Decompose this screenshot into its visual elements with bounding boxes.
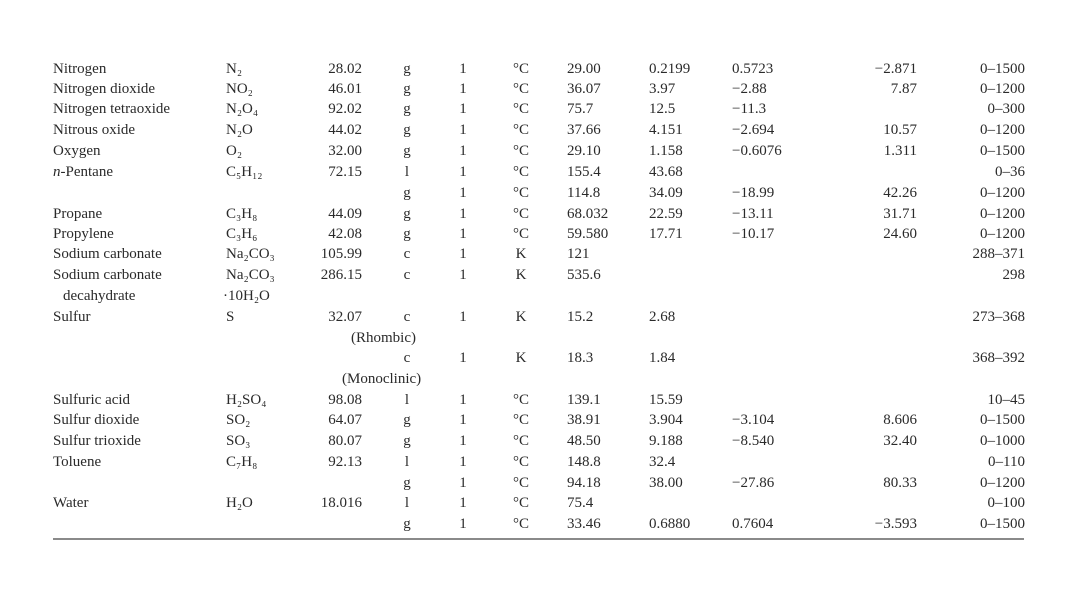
coeff-b-cell: 0.2199	[649, 61, 691, 77]
note-rhombic: (Rhombic)	[351, 330, 416, 346]
state-cell: c	[403, 350, 411, 366]
molecular-weight-cell: 98.08	[328, 392, 362, 408]
coeff-b-cell: 34.09	[649, 185, 683, 201]
temperature-unit-cell: °C	[512, 516, 529, 532]
name-cell: Nitrous oxide	[53, 122, 136, 138]
coeff-b-cell: 2.68	[649, 309, 676, 325]
table-row	[0, 204, 1085, 224]
formula-cell: C₃H₆	[226, 226, 258, 242]
coeff-d-cell: 7.87	[890, 81, 917, 97]
coeff-d-cell: 80.33	[883, 475, 917, 491]
state-cell: c	[403, 309, 411, 325]
temperature-range-cell: 273–368	[972, 309, 1025, 325]
coeff-c-cell: −11.3	[732, 101, 767, 117]
state-cell: l	[404, 454, 410, 470]
ref-state-cell: 1	[459, 454, 467, 470]
table-row	[0, 307, 1085, 327]
name-cell: Nitrogen dioxide	[53, 81, 156, 97]
temperature-unit-cell: °C	[512, 164, 529, 180]
formula-cell: ·10H₂O	[223, 288, 270, 304]
table-row	[0, 162, 1085, 182]
coeff-d-cell: 31.71	[883, 206, 917, 222]
temperature-range-cell: 0–1200	[980, 475, 1025, 491]
coeff-a-cell: 48.50	[567, 433, 601, 449]
name-cell: Water	[53, 495, 89, 511]
coeff-a-cell: 148.8	[567, 454, 601, 470]
temperature-unit-cell: °C	[512, 206, 529, 222]
coeff-a-cell: 94.18	[567, 475, 601, 491]
coeff-a-cell: 75.4	[567, 495, 594, 511]
coeff-c-cell: 0.7604	[732, 516, 774, 532]
table-row	[0, 59, 1085, 79]
ref-state-cell: 1	[459, 122, 467, 138]
temperature-range-cell: 288–371	[972, 246, 1025, 262]
temperature-range-cell: 10–45	[987, 392, 1025, 408]
molecular-weight-cell: 72.15	[328, 164, 362, 180]
temperature-range-cell: 0–1200	[980, 206, 1025, 222]
coeff-d-cell: 32.40	[883, 433, 917, 449]
coeff-a-cell: 75.7	[567, 101, 594, 117]
state-cell: c	[403, 246, 411, 262]
formula-cell: S	[226, 309, 235, 325]
formula-cell: SO₃	[226, 433, 251, 449]
temperature-unit-cell: K	[515, 267, 527, 283]
molecular-weight-cell: 44.09	[328, 206, 362, 222]
state-cell: l	[404, 495, 410, 511]
coeff-d-cell: 24.60	[883, 226, 917, 242]
temperature-unit-cell: °C	[512, 495, 529, 511]
molecular-weight-cell: 92.02	[328, 101, 362, 117]
state-cell: g	[403, 101, 411, 117]
ref-state-cell: 1	[459, 516, 467, 532]
temperature-range-cell: 0–1500	[980, 412, 1025, 428]
temperature-unit-cell: K	[515, 246, 527, 262]
name-cell: Nitrogen	[53, 61, 107, 77]
molecular-weight-cell: 46.01	[328, 81, 362, 97]
ref-state-cell: 1	[459, 267, 467, 283]
coeff-a-cell: 33.46	[567, 516, 601, 532]
table-row	[0, 431, 1085, 451]
coeff-d-cell: −3.593	[874, 516, 917, 532]
state-cell: g	[403, 206, 411, 222]
ref-state-cell: 1	[459, 185, 467, 201]
name-cell: n-Pentane	[53, 164, 113, 180]
name-cell: Oxygen	[53, 143, 101, 159]
table-row	[0, 120, 1085, 140]
coeff-c-cell: −2.88	[732, 81, 767, 97]
table-row	[0, 183, 1085, 203]
coeff-b-cell: 3.904	[649, 412, 683, 428]
ref-state-cell: 1	[459, 350, 467, 366]
coeff-d-cell: 10.57	[883, 122, 917, 138]
coeff-c-cell: −2.694	[732, 122, 775, 138]
temperature-unit-cell: °C	[512, 81, 529, 97]
temperature-range-cell: 0–1500	[980, 143, 1025, 159]
state-cell: g	[403, 516, 411, 532]
coeff-a-cell: 18.3	[567, 350, 594, 366]
name-cell: Toluene	[53, 454, 102, 470]
coeff-b-cell: 43.68	[649, 164, 683, 180]
coeff-d-cell: 42.26	[883, 185, 917, 201]
temperature-unit-cell: °C	[512, 392, 529, 408]
table-bottom-rule	[53, 538, 1024, 540]
molecular-weight-cell: 105.99	[320, 246, 362, 262]
ref-state-cell: 1	[459, 246, 467, 262]
state-cell: g	[403, 412, 411, 428]
temperature-range-cell: 0–300	[987, 101, 1025, 117]
temperature-unit-cell: °C	[512, 226, 529, 242]
name-cell: Sulfuric acid	[53, 392, 131, 408]
coeff-a-cell: 114.8	[567, 185, 601, 201]
table-row	[0, 410, 1085, 430]
formula-cell: C₇H₈	[226, 454, 258, 470]
formula-cell: O₂	[226, 143, 243, 159]
coeff-a-cell: 29.00	[567, 61, 601, 77]
formula-cell: C₃H₈	[226, 206, 258, 222]
formula-cell: H₂SO₄	[226, 392, 267, 408]
temperature-unit-cell: °C	[512, 185, 529, 201]
ref-state-cell: 1	[459, 495, 467, 511]
temperature-range-cell: 0–1500	[980, 516, 1025, 532]
temperature-range-cell: 368–392	[972, 350, 1025, 366]
table-row	[0, 265, 1085, 285]
coeff-a-cell: 37.66	[567, 122, 601, 138]
ref-state-cell: 1	[459, 226, 467, 242]
state-cell: g	[403, 475, 411, 491]
ref-state-cell: 1	[459, 475, 467, 491]
temperature-unit-cell: °C	[512, 454, 529, 470]
coeff-a-cell: 139.1	[567, 392, 601, 408]
temperature-unit-cell: °C	[512, 412, 529, 428]
table-row	[0, 224, 1085, 244]
state-cell: g	[403, 226, 411, 242]
coeff-a-cell: 155.4	[567, 164, 601, 180]
temperature-range-cell: 0–1200	[980, 226, 1025, 242]
state-cell: g	[403, 433, 411, 449]
temperature-unit-cell: °C	[512, 61, 529, 77]
ref-state-cell: 1	[459, 101, 467, 117]
coeff-b-cell: 3.97	[649, 81, 676, 97]
state-cell: g	[403, 185, 411, 201]
coeff-b-cell: 1.158	[649, 143, 683, 159]
table-row	[0, 244, 1085, 264]
ref-state-cell: 1	[459, 164, 467, 180]
coeff-a-cell: 68.032	[567, 206, 609, 222]
name-cell: Nitrogen tetraoxide	[53, 101, 171, 117]
molecular-weight-cell: 92.13	[328, 454, 362, 470]
temperature-unit-cell: °C	[512, 101, 529, 117]
table-row	[0, 286, 1085, 306]
coeff-c-cell: −3.104	[732, 412, 775, 428]
ref-state-cell: 1	[459, 81, 467, 97]
coeff-c-cell: −10.17	[732, 226, 775, 242]
molecular-weight-cell: 32.00	[328, 143, 362, 159]
temperature-range-cell: 0–1200	[980, 185, 1025, 201]
coeff-c-cell: −18.99	[732, 185, 775, 201]
name-cell: Sodium carbonate	[53, 267, 162, 283]
formula-cell: SO₂	[226, 412, 251, 428]
table-row	[0, 390, 1085, 410]
state-cell: g	[403, 81, 411, 97]
ref-state-cell: 1	[459, 61, 467, 77]
molecular-weight-cell: 18.016	[320, 495, 362, 511]
coeff-b-cell: 12.5	[649, 101, 676, 117]
state-cell: g	[403, 122, 411, 138]
coeff-a-cell: 38.91	[567, 412, 601, 428]
table-row	[0, 141, 1085, 161]
coeff-a-cell: 59.580	[567, 226, 609, 242]
ref-state-cell: 1	[459, 412, 467, 428]
molecular-weight-cell: 64.07	[328, 412, 362, 428]
coeff-c-cell: −0.6076	[732, 143, 782, 159]
ref-state-cell: 1	[459, 143, 467, 159]
coeff-d-cell: 8.606	[883, 412, 917, 428]
temperature-unit-cell: °C	[512, 122, 529, 138]
temperature-unit-cell: °C	[512, 143, 529, 159]
formula-cell: C₅H₁₂	[226, 164, 263, 180]
formula-cell: N₂	[226, 61, 243, 77]
state-cell: c	[403, 267, 411, 283]
table-row	[0, 514, 1085, 534]
coeff-a-cell: 535.6	[567, 267, 601, 283]
temperature-range-cell: 0–36	[995, 164, 1025, 180]
temperature-range-cell: 0–1500	[980, 61, 1025, 77]
coeff-b-cell: 38.00	[649, 475, 683, 491]
temperature-range-cell: 0–1000	[980, 433, 1025, 449]
molecular-weight-cell: 32.07	[328, 309, 362, 325]
coeff-a-cell: 15.2	[567, 309, 594, 325]
formula-cell: H₂O	[226, 495, 253, 511]
coeff-c-cell: 0.5723	[732, 61, 774, 77]
coeff-c-cell: −13.11	[732, 206, 774, 222]
ref-state-cell: 1	[459, 433, 467, 449]
table-row	[0, 79, 1085, 99]
temperature-unit-cell: K	[515, 309, 527, 325]
molecular-weight-cell: 286.15	[320, 267, 362, 283]
name-cell: Sulfur trioxide	[53, 433, 141, 449]
ref-state-cell: 1	[459, 309, 467, 325]
name-cell: Sulfur	[53, 309, 91, 325]
table-row	[0, 473, 1085, 493]
state-cell: l	[404, 164, 410, 180]
molecular-weight-cell: 44.02	[328, 122, 362, 138]
table-row	[0, 452, 1085, 472]
ref-state-cell: 1	[459, 206, 467, 222]
coeff-b-cell: 0.6880	[649, 516, 691, 532]
name-cell: Propane	[53, 206, 103, 222]
molecular-weight-cell: 80.07	[328, 433, 362, 449]
coeff-b-cell: 9.188	[649, 433, 683, 449]
coeff-c-cell: −8.540	[732, 433, 775, 449]
coeff-d-cell: −2.871	[874, 61, 917, 77]
coeff-c-cell: −27.86	[732, 475, 775, 491]
temperature-range-cell: 298	[1002, 267, 1025, 283]
name-cell: Propylene	[53, 226, 114, 242]
name-cell: decahydrate	[63, 288, 136, 304]
coeff-b-cell: 15.59	[649, 392, 683, 408]
name-cell: Sodium carbonate	[53, 246, 162, 262]
temperature-range-cell: 0–1200	[980, 122, 1025, 138]
table-row	[0, 493, 1085, 513]
formula-cell: N₂O₄	[226, 101, 259, 117]
temperature-unit-cell: °C	[512, 475, 529, 491]
name-cell: Sulfur dioxide	[53, 412, 140, 428]
coeff-b-cell: 1.84	[649, 350, 676, 366]
state-cell: l	[404, 392, 410, 408]
ref-state-cell: 1	[459, 392, 467, 408]
note-monoclinic: (Monoclinic)	[342, 371, 422, 387]
formula-cell: N₂O	[226, 122, 253, 138]
state-cell: g	[403, 143, 411, 159]
coeff-a-cell: 121	[567, 246, 590, 262]
temperature-unit-cell: K	[515, 350, 527, 366]
coeff-b-cell: 4.151	[649, 122, 683, 138]
formula-cell: Na₂CO₃	[226, 246, 275, 262]
coeff-b-cell: 17.71	[649, 226, 683, 242]
coeff-a-cell: 29.10	[567, 143, 601, 159]
state-cell: g	[403, 61, 411, 77]
molecular-weight-cell: 28.02	[328, 61, 362, 77]
temperature-range-cell: 0–1200	[980, 81, 1025, 97]
temperature-range-cell: 0–100	[987, 495, 1025, 511]
coeff-d-cell: 1.311	[883, 143, 917, 159]
coeff-a-cell: 36.07	[567, 81, 601, 97]
coeff-b-cell: 32.4	[649, 454, 676, 470]
temperature-unit-cell: °C	[512, 433, 529, 449]
table-row	[0, 99, 1085, 119]
temperature-range-cell: 0–110	[988, 454, 1025, 470]
formula-cell: NO₂	[226, 81, 253, 97]
formula-cell: Na₂CO₃	[226, 267, 275, 283]
molecular-weight-cell: 42.08	[328, 226, 362, 242]
coeff-b-cell: 22.59	[649, 206, 683, 222]
table-row	[0, 348, 1085, 368]
